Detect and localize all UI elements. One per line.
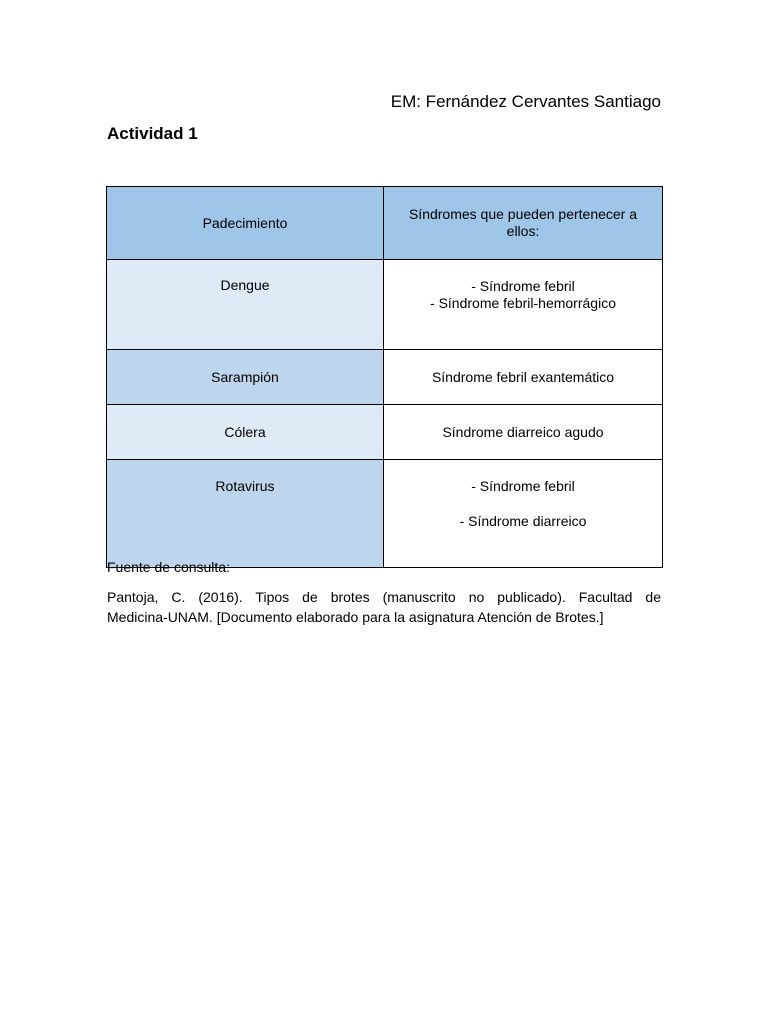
syndromes-cell [384,405,663,460]
table-row [107,460,663,568]
condition-cell: Cólera [107,405,384,460]
syndromes-cell [384,350,663,405]
header-condition: Padecimiento [107,187,384,260]
syndrome-item: Síndrome febril exantemático [431,368,615,385]
syndrome-item: - Síndrome febril-hemorrágico [430,295,616,311]
activity-heading: Actividad 1 [107,124,198,143]
table-row [107,260,663,350]
syndrome-item: - Síndrome febril [471,278,575,294]
conditions-table [106,186,663,568]
syndromes-cell [384,460,663,568]
reference-line: Pantoja, C. (2016). Tipos de brotes (manuscrito no publicado). Facultad de [107,589,661,605]
condition-cell: Rotavirus [107,460,384,568]
syndromes-cell [384,260,663,350]
table-header-row [107,187,663,260]
condition-cell: Dengue [107,260,384,350]
syndrome-item: - Síndrome diarreico [459,513,587,529]
reference-line: Medicina-UNAM. [Documento elaborado para la asignatura Atención de Brotes.] [107,609,604,625]
condition-cell: Sarampión [107,350,384,405]
header-syndromes: Síndromes que pueden pertenecer a ellos: [384,187,663,260]
syndrome-item: Síndrome diarreico agudo [442,423,604,440]
syndrome-item: - Síndrome febril [471,478,575,494]
source-label: Fuente de consulta: [107,559,230,575]
reference-citation [107,587,661,627]
table-row [107,405,663,460]
author-name: EM: Fernández Cervantes Santiago [390,92,661,111]
table-row [107,350,663,405]
